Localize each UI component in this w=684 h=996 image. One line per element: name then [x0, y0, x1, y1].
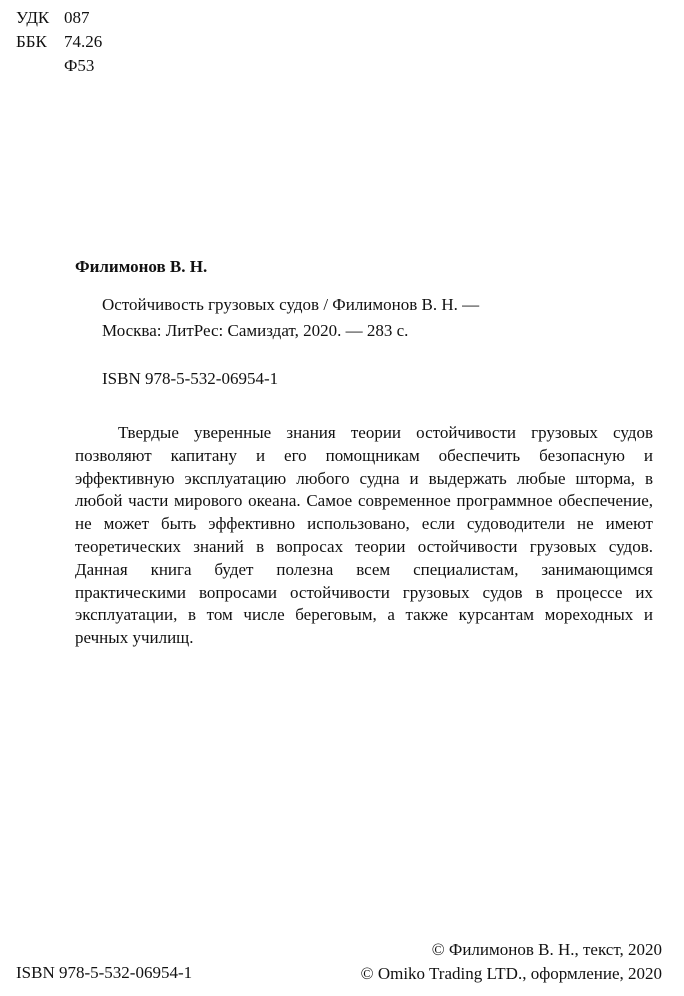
udk-row: [16, 6, 102, 30]
classification-codes: [16, 6, 102, 78]
bibliographic-publisher-line: Москва: ЛитРес: Самиздат, 2020. — 283 с.: [102, 321, 409, 340]
copyright-block: [361, 938, 662, 986]
bibliographic-record: [102, 292, 602, 344]
udk-label: УДК: [16, 8, 50, 27]
abstract: [75, 422, 653, 650]
author-mark-row: [16, 54, 102, 78]
isbn: ISBN 978-5-532-06954-1: [102, 369, 279, 388]
author-heading: Филимонов В. Н.: [75, 257, 208, 276]
bbk-label: ББК: [16, 32, 47, 51]
abstract-text: Твердые уверенные знания теории остойчивости грузовых судов позволяют капитану и его помощникам обеспечить безопасную и эффективную эксплуатацию любого судна и выдержать любые шторма, в любой части мирового океана. Самое современное программное обеспечение, не может быть эффективно использовано, если судоводители не имеют теоретических знаний в вопросах теории остойчивости грузовых судов. Данная книга будет полезна всем специалистам, занимающимся практическими вопросами остойчивости грузовых судов в процессе их эксплуатации, в том числе береговым, а также курсантам мореходных и речных училищ.: [75, 423, 653, 648]
bbk-row: [16, 30, 102, 54]
footer-isbn: ISBN 978-5-532-06954-1: [16, 963, 193, 982]
author-mark: Ф53: [64, 56, 95, 75]
udk-value: 087: [64, 8, 90, 27]
bbk-value: 74.26: [64, 32, 103, 51]
copyright-design-line: © Omiko Trading LTD., оформление, 2020: [360, 964, 662, 983]
bibliographic-title-line: Остойчивость грузовых судов / Филимонов В. Н. —: [102, 295, 480, 314]
copyright-text-line: © Филимонов В. Н., текст, 2020: [431, 940, 662, 959]
